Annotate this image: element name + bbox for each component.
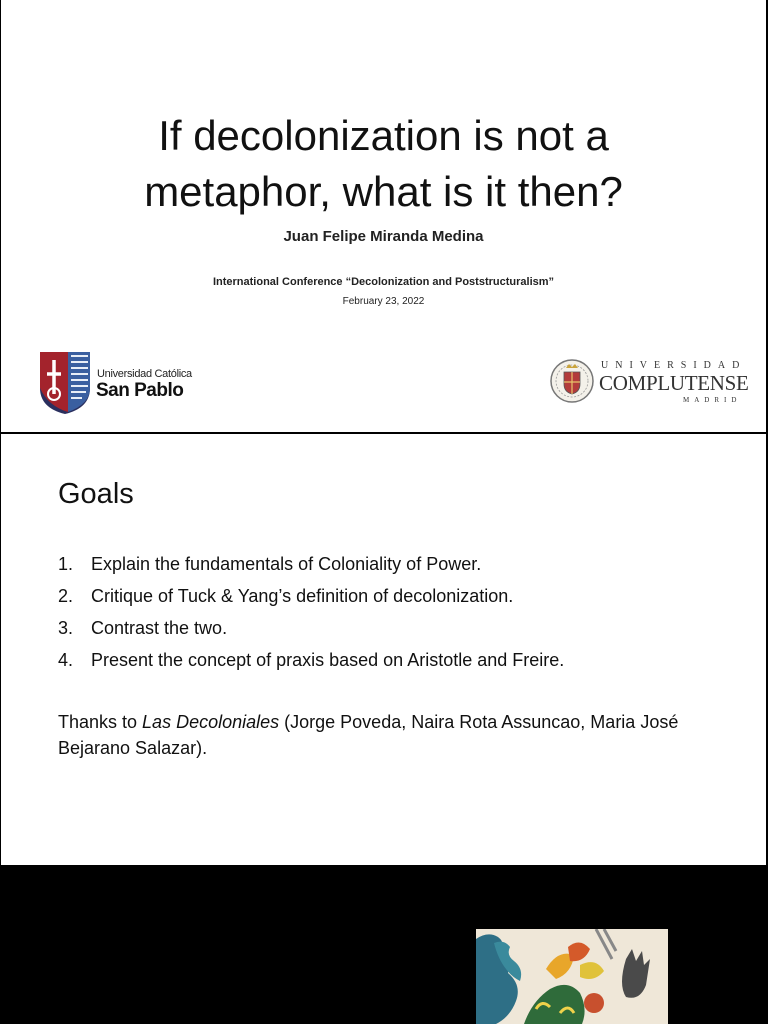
ucsp-name-line1: Universidad Católica [97,368,192,380]
ucsp-logo [38,350,208,416]
decolonial-artwork-image [476,929,668,1024]
presentation-date: February 23, 2022 [342,296,425,307]
title-line: metaphor, what is it then? [144,168,623,215]
ucm-name-line1: UNIVERSIDAD [601,360,747,371]
ucm-logo [549,354,749,410]
list-item [58,580,564,612]
title-line: If decolonization is not a [158,112,609,159]
slide-goals [1,434,766,865]
slide-next-partial [1,867,766,1024]
list-item-text: Critique of Tuck & Yang’s definition of decolonization. [91,586,514,606]
ucsp-name-line2: San Pablo [96,380,184,401]
list-item-number: 3. [58,618,74,638]
author-name: Juan Felipe Miranda Medina [283,228,484,245]
ucm-name-line3: MADRID [683,396,742,404]
list-item-number: 4. [58,650,74,670]
slide-title [1,0,766,432]
list-item [58,548,564,580]
thanks-names: (Jorge Poveda, Naira Rota Assuncao, Maria José Bejarano Salazar). [58,712,679,758]
ucm-seal-icon [549,356,595,406]
list-item-number: 2. [58,586,74,606]
list-item [58,612,564,644]
thanks-group-name: Las Decoloniales [142,712,280,732]
list-item-number: 1. [58,554,74,574]
list-item-text: Explain the fundamentals of Coloniality of Power. [91,554,482,574]
list-item-text: Contrast the two. [91,618,228,638]
ucm-name-line2: COMPLUTENSE [599,371,749,395]
slide-heading: Goals [58,478,134,510]
list-item-text: Present the concept of praxis based on Aristotle and Freire. [91,650,565,670]
goals-list [58,548,564,676]
acknowledgement [58,709,738,761]
ucsp-shield-icon [38,350,92,416]
conference-name: International Conference “Decolonization and Poststructuralism” [212,276,555,288]
presentation-title [1,108,766,220]
thanks-prefix: Thanks to [58,712,143,732]
list-item [58,644,564,676]
